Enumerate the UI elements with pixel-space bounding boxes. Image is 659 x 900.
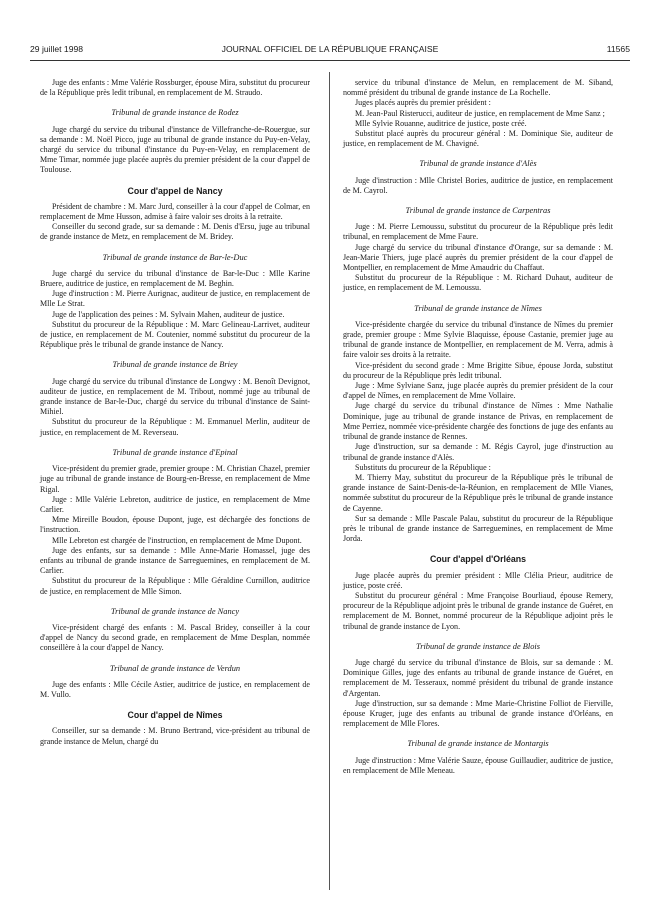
court-heading: Cour d'appel d'Orléans (429, 554, 527, 565)
paragraph: M. Jean-Paul Risterucci, auditeur de justice, en remplacement de Mme Sanz ; (355, 108, 605, 118)
paragraph: Juge : Mlle Valérie Lebreton, auditrice de justice, en remplacement de Mme Carlier. (40, 494, 310, 514)
section-heading: Tribunal de grande instance de Blois (416, 641, 540, 651)
paragraph: Mlle Lebreton est chargée de l'instruction, en remplacement de Mme Dupont. (52, 535, 302, 545)
paragraph: Substitut placé auprès du procureur général : M. Dominique Sie, auditeur de justice, en remplacement de M. Chavigné. (343, 129, 613, 149)
paragraph: Juge d'instruction : Mlle Christel Bories, auditrice de justice, en remplacement de M. Cayrol. (343, 175, 613, 195)
header-title: JOURNAL OFFICIEL DE LA RÉPUBLIQUE FRANÇAISE (221, 44, 439, 54)
paragraph: Mme Mireille Boudon, épouse Dupont, juge, est déchargée des fonctions de l'instruction. (40, 515, 310, 535)
paragraph: Juge des enfants : Mlle Cécile Astier, auditrice de justice, en remplacement de M. Vullo. (40, 679, 310, 699)
paragraph: Juge chargé du service du tribunal d'instance de Longwy : M. Benoît Devignot, auditeur de justice, en remplacement de M. Tribout, nommé juge au tribunal de grande instance de Bar-le-Duc, chargé du service du tribunal d'instance de Saint-Mihiel. (40, 376, 310, 417)
paragraph: Substitut du procureur de la République : M. Marc Gelineau-Larrivet, auditeur de justice, en remplacement de M. Coutenier, nommé substitut du procureur de la République près le tribunal de grande instance de Nancy. (40, 319, 310, 350)
section-heading: Tribunal de grande instance de Carpentras (405, 206, 551, 216)
section-heading: Tribunal de grande instance de Bar-le-Duc (102, 252, 248, 262)
paragraph: Juge : Mme Sylviane Sanz, juge placée auprès du premier président de la cour d'appel de Nîmes, en remplacement de Mme Vollaire. (343, 381, 613, 401)
paragraph: Juge chargé du service du tribunal d'instance d'Orange, sur sa demande : M. Jean-Marie Thiers, juge placé auprès du premier président de la cour d'appel de Montpellier, en remplacement de Mme Amaudric du Chaffaut. (343, 242, 613, 273)
paragraph: Juge chargé du service du tribunal d'instance de Bar-le-Duc : Mlle Karine Bruere, auditrice de justice, en remplacement de M. Beghin. (40, 268, 310, 289)
section-heading: Tribunal de grande instance d'Alès (419, 159, 537, 169)
header-rule (30, 60, 630, 61)
court-heading: Cour d'appel de Nancy (127, 185, 223, 196)
paragraph: Juge chargé du service du tribunal d'instance de Blois, sur sa demande : M. Dominique Gilles, juge des enfants au tribunal de grande instance de Guéret, en remplacement de M. Tesseraux, nommé président du tribunal de grande instance d'Argentan. (343, 657, 613, 698)
section-heading: Tribunal de grande instance d'Epinal (112, 447, 238, 457)
paragraph: Vice-président du second grade : Mme Brigitte Sibue, épouse Jorda, substitut du procureur de la République près ledit tribunal. (343, 360, 613, 380)
header-page-number: 11565 (606, 44, 630, 54)
section-heading: Tribunal de grande instance de Briey (112, 360, 238, 370)
paragraph: Sur sa demande : Mlle Pascale Palau, substitut du procureur de la République près le tribunal de grande instance de Sarreguemines, en remplacement de Mme Jorda. (343, 513, 613, 544)
paragraph: Vice-président chargé des enfants : M. Pascal Bridey, conseiller à la cour d'appel de Nancy du second grade, en remplacement de Mme Desplan, nommée conseillère à la cour d'appel de Nancy. (40, 622, 310, 653)
paragraph: Substitut du procureur de la République : M. Emmanuel Merlin, auditeur de justice, en remplacement de M. Reverseau. (40, 417, 310, 437)
paragraph: Substituts du procureur de la République : (355, 462, 491, 472)
paragraph: Juge des enfants : Mme Valérie Rossburger, épouse Mira, substitut du procureur de la République près ledit tribunal, en remplacement de M. Straudo. (40, 78, 310, 98)
paragraph: M. Thierry May, substitut du procureur de la République près le tribunal de grande instance de Saint-Denis-de-la-Réunion, en remplacement de Mlle Vianes, nommée substitut du procureur de la République près le tribunal de grande instance de Cayenne. (343, 472, 613, 513)
section-heading: Tribunal de grande instance de Nancy (110, 606, 240, 616)
court-heading: Cour d'appel de Nîmes (127, 710, 223, 721)
column-divider (329, 72, 330, 890)
paragraph: Juges placés auprès du premier président : (355, 98, 491, 108)
section-heading: Tribunal de grande instance de Nîmes (414, 303, 542, 313)
paragraph: Conseiller du second grade, sur sa demande : M. Denis d'Ersu, juge au tribunal de grande instance de Metz, en remplacement de M. Bridey. (40, 222, 310, 242)
paragraph: Juge des enfants, sur sa demande : Mlle Anne-Marie Homassel, juge des enfants au tribunal de grande instance de Sarreguemines, en remplacement de M. Carlier. (40, 545, 310, 576)
paragraph: Substitut du procureur de la République : M. Richard Duhaut, auditeur de justice, en remplacement de M. Lemoussu. (343, 273, 613, 293)
right-column (343, 78, 613, 776)
paragraph: Juge placée auprès du premier président : Mlle Clélia Prieur, auditrice de justice, poste créé. (343, 570, 613, 590)
paragraph: Juge de l'application des peines : M. Sylvain Mahen, auditeur de justice. (52, 309, 285, 319)
paragraph: Juge d'instruction, sur sa demande : Mme Marie-Christine Folliot de Fierville, épouse Kruger, juge des enfants au tribunal de grande instance d'Orléans, en remplacement de Mlle Flores. (343, 698, 613, 729)
section-heading: Tribunal de grande instance de Montargis (407, 739, 549, 749)
paragraph: Président de chambre : M. Marc Jurd, conseiller à la cour d'appel de Colmar, en remplacement de Mme Husson, admise à faire valoir ses droits à la retraite. (40, 201, 310, 222)
header-date: 29 juillet 1998 (30, 44, 84, 54)
section-heading: Tribunal de grande instance de Rodez (111, 108, 239, 118)
paragraph: Juge d'instruction : M. Pierre Aurignac, auditeur de justice, en remplacement de Mlle Le Strat. (40, 289, 310, 309)
paragraph: Juge chargé du service du tribunal d'instance de Nîmes : Mme Nathalie Dominique, juge au tribunal de grande instance de Privas, en remplacement de Mme Perriez, nommée vice-présidente chargée des fonctions de juge des enfants au tribunal de grande instance de Rennes. (343, 401, 613, 442)
paragraph: Conseiller, sur sa demande : M. Bruno Bertrand, vice-président au tribunal de grande instance de Melun, chargé du (40, 726, 310, 746)
paragraph: service du tribunal d'instance de Melun, en remplacement de M. Siband, nommé président du tribunal de grande instance de La Rochelle. (343, 78, 613, 98)
paragraph: Mlle Sylvie Rouanne, auditrice de justice, poste créé. (355, 118, 527, 128)
left-column (40, 78, 310, 747)
paragraph: Substitut du procureur général : Mme Françoise Bourliaud, épouse Remery, procureur de la République adjoint près le tribunal de grande instance de Guéret, en remplacement de M. Bonnet, nommé procureur de la République adjoint près le tribunal de grande instance de Lyon. (343, 590, 613, 631)
paragraph: Juge d'instruction, sur sa demande : M. Régis Cayrol, juge d'instruction au tribunal de grande instance d'Alès. (343, 442, 613, 462)
paragraph: Vice-président du premier grade, premier groupe : M. Christian Chazel, premier juge au tribunal de grande instance de Bourg-en-Bresse, en remplacement de Mme Rigal. (40, 464, 310, 494)
paragraph: Juge d'instruction : Mme Valérie Sauze, épouse Guillaudier, auditrice de justice, en remplacement de Mlle Meneau. (343, 755, 613, 775)
paragraph: Juge : M. Pierre Lemoussu, substitut du procureur de la République près ledit tribunal, en remplacement de Mme Faure. (343, 222, 613, 242)
paragraph: Juge chargé du service du tribunal d'instance de Villefranche-de-Rouergue, sur sa demande : M. Noël Picco, juge au tribunal de grande instance du Puy-en-Velay, chargé du service du tribunal d'instance du Puy-en-Velay, en remplacement de Mme Timar, nommée juge placée auprès du premier président de la cour d'appel de Toulouse. (40, 124, 310, 175)
paragraph: Substitut du procureur de la République : Mlle Géraldine Curnillon, auditrice de justice, en remplacement de Mlle Simon. (40, 576, 310, 596)
section-heading: Tribunal de grande instance de Verdun (109, 663, 241, 673)
paragraph: Vice-présidente chargée du service du tribunal d'instance de Nîmes du premier grade, premier groupe : Mme Sylvie Blaquisse, épouse Castanie, premier juge au tribunal de grande instance de Montpellier, en remplacement de M. Verra, admis à faire valoir ses droits à la retraite. (343, 319, 613, 360)
page-header (30, 44, 630, 58)
